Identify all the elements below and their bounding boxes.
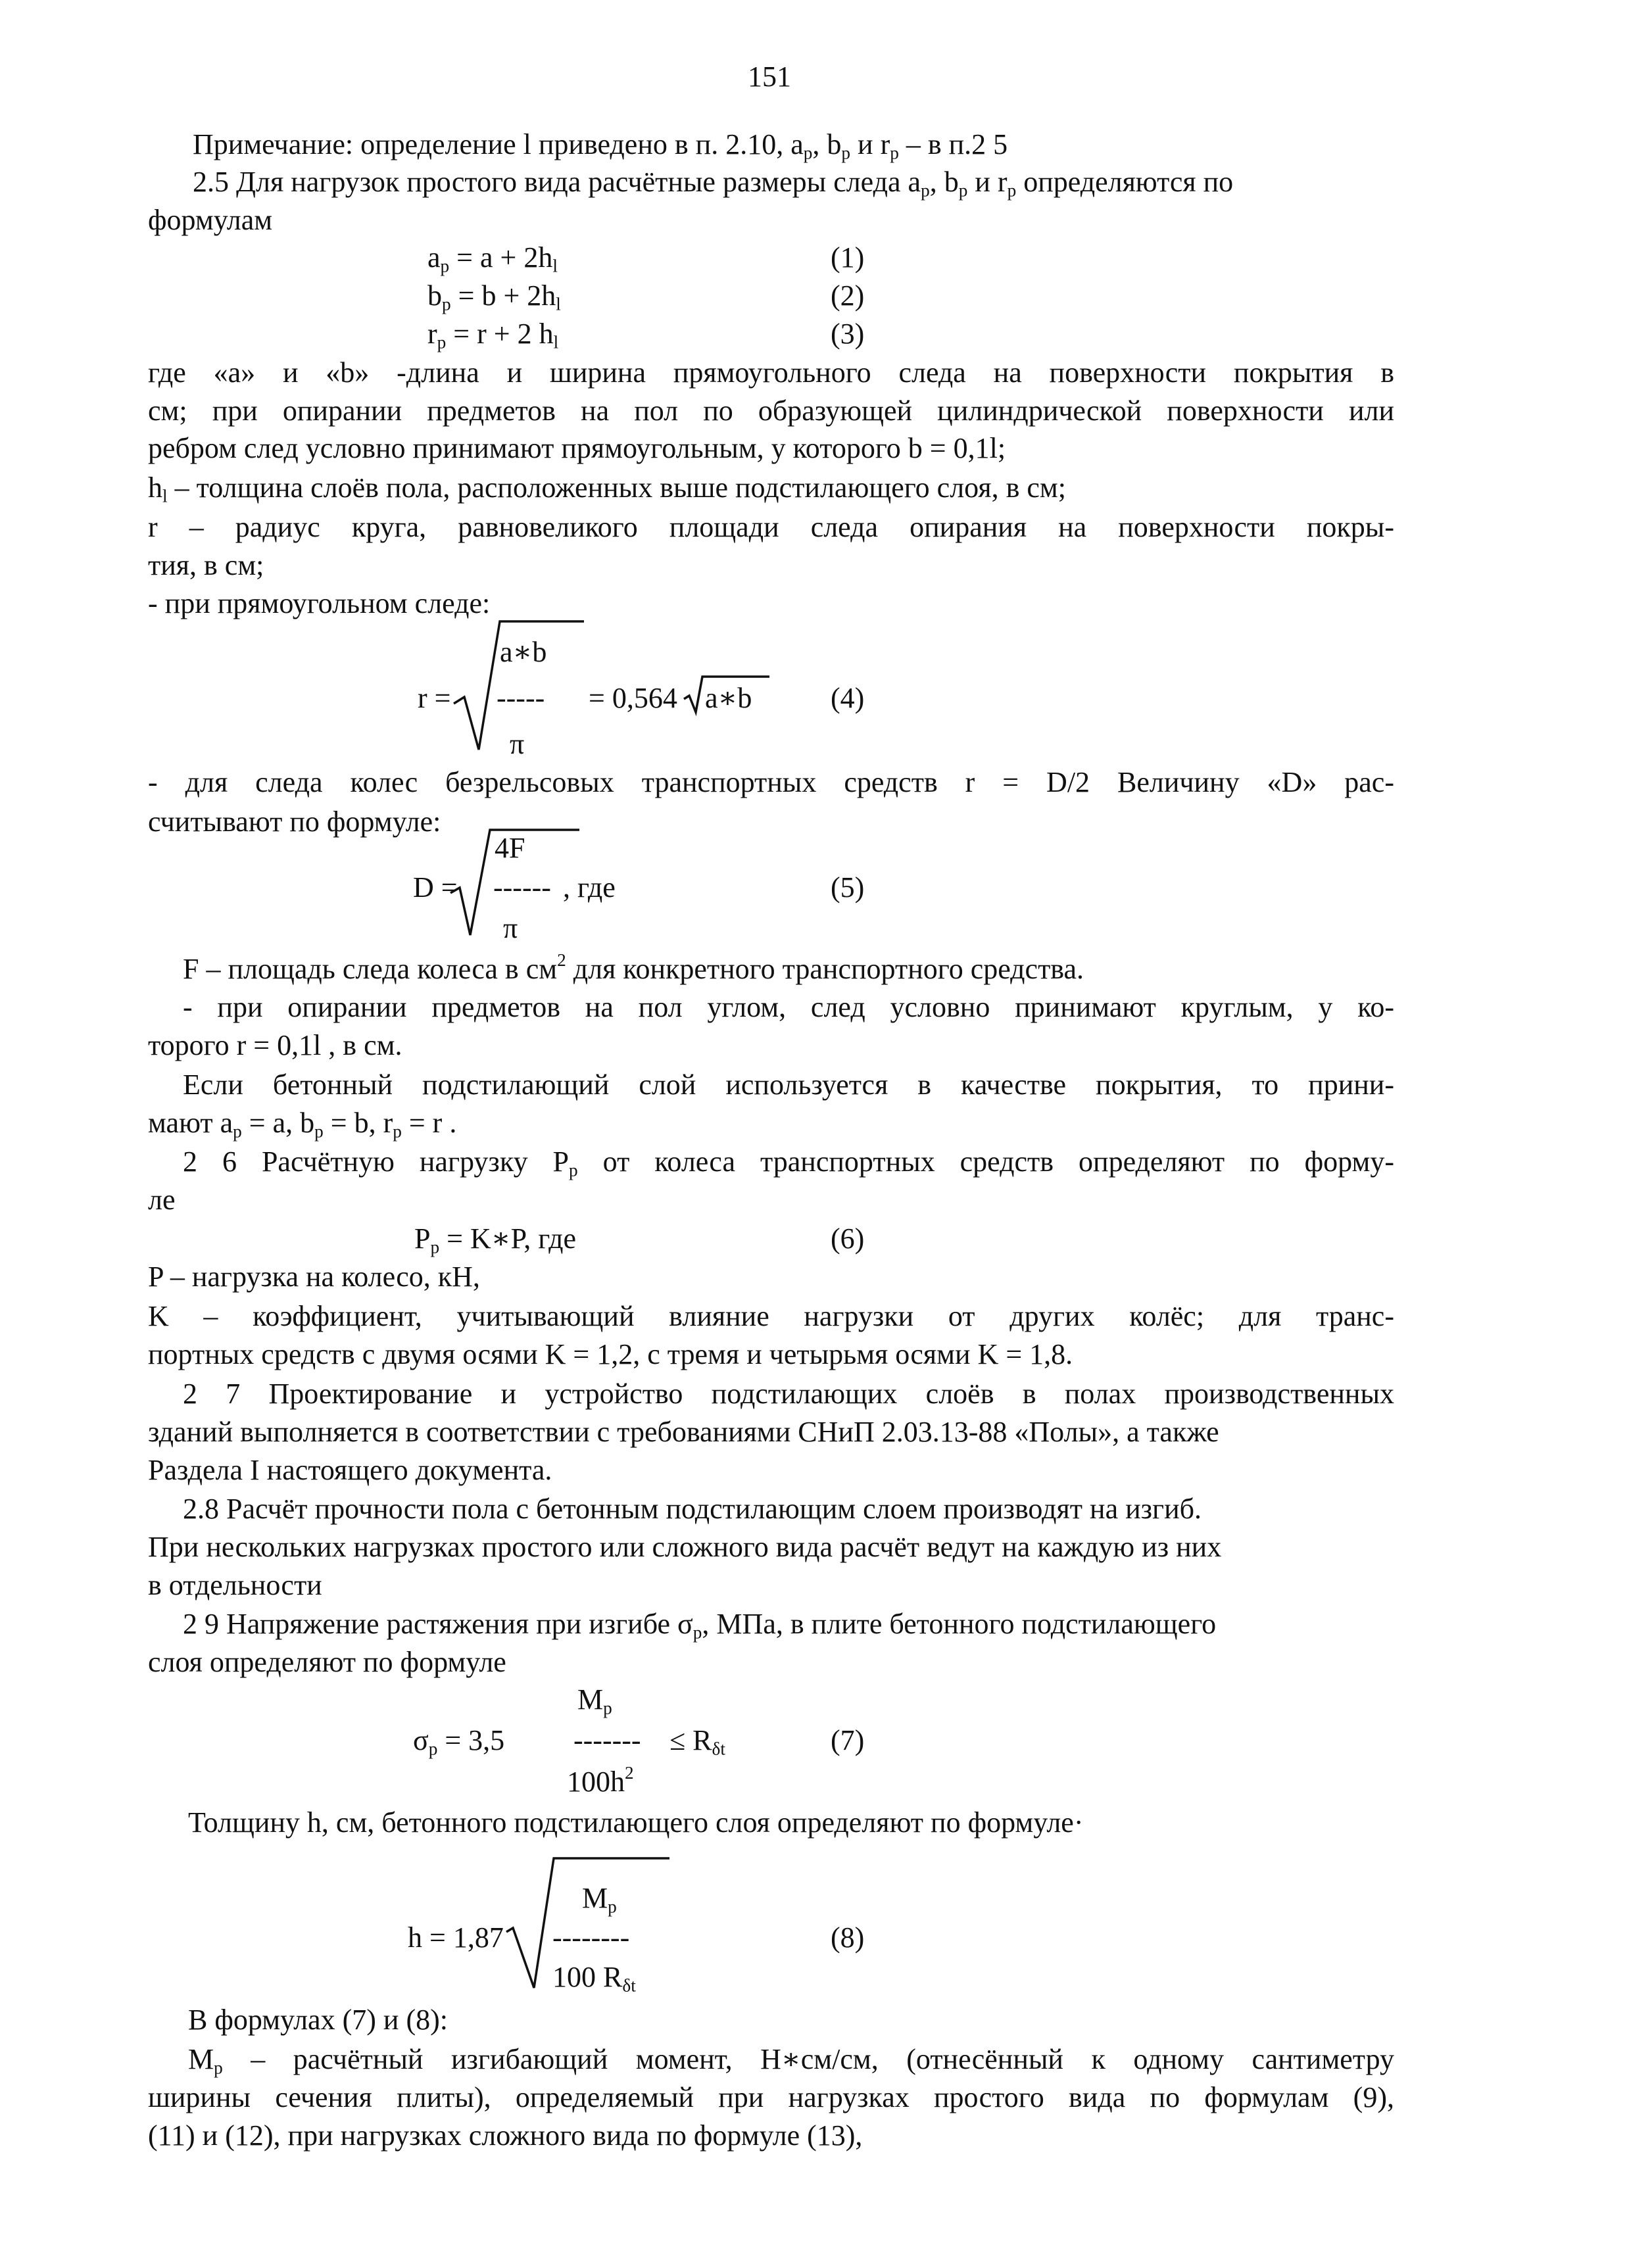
- concrete-line2: мают $a_p = a$, $b_p = b$, $r_p = r$ .: [148, 1107, 457, 1142]
- formula-2: $b_p = b + 2h_l$: [427, 279, 561, 314]
- angle-line1: - при опирании предметов на пол углом, след условно принимают круглым, у ко-: [183, 991, 1394, 1023]
- paragraph-2-6-line1: 2 6 Расчётную нагрузку $P_p$ от колеса транспортных средств определяют по форму-: [183, 1145, 1394, 1180]
- wheels-line1: - для следа колес безрельсовых транспортных средств r = D/2 Величину «D» рас-: [148, 766, 1394, 798]
- paragraph-2-6-line2: ле: [148, 1184, 176, 1216]
- paragraph-2-9-line1: 2 9 Напряжение растяжения при изгибе $\sigma_p$, МПа, в плите бетонного подстилающего: [183, 1608, 1217, 1643]
- rect-trace-label: - при прямоугольном следе:: [148, 587, 491, 619]
- formula-2-number: (2): [831, 279, 865, 312]
- r-definition-line1: r – радиус круга, равновеликого площади следа опирания на поверхности покры-: [148, 511, 1394, 543]
- formula-7-fraction-bar: -------: [573, 1724, 641, 1756]
- formula-4-denominator: π: [510, 728, 525, 760]
- wheels-line2: считывают по формуле:: [148, 806, 441, 838]
- p-definition: P – нагрузка на колесо, кН,: [148, 1261, 480, 1293]
- paragraph-2-7-line1: 2 7 Проектирование и устройство подстилающих слоёв в полах производственных: [183, 1378, 1394, 1410]
- where-line2: см; при опирании предметов на пол по образующей цилиндрической поверхности или: [148, 395, 1394, 427]
- formula-5-fraction-bar: ------: [493, 871, 551, 903]
- formula-5-number: (5): [831, 871, 865, 903]
- formula-7-denominator: $100h^2$: [567, 1762, 634, 1798]
- paragraph-2-5-line1: 2.5 Для нагрузок простого вида расчётные размеры следа $a_p$, $b_p$ и $r_p$ определяются по: [193, 166, 1234, 201]
- angle-line2: торого r = 0,1l , в см.: [148, 1029, 402, 1061]
- formula-7-inequality: ≤ $R_{\delta t}$: [669, 1724, 725, 1759]
- paragraph-2-9-line2: слоя определяют по формуле: [148, 1646, 506, 1678]
- formula-7-numerator: $M_p$: [577, 1683, 612, 1718]
- formulas-7-8-heading: В формулах (7) и (8):: [188, 2004, 448, 2036]
- r-definition-line2: тия, в см;: [148, 549, 264, 581]
- paragraph-2-8-line3: в отдельности: [148, 1569, 322, 1601]
- formula-6-number: (6): [831, 1222, 865, 1255]
- paragraph-2-8-line2: При нескольких нагрузках простого или сложного вида расчёт ведут на каждую из них: [148, 1531, 1222, 1563]
- formula-6: $P_p$ = K∗P, где: [414, 1222, 576, 1257]
- page-number: 151: [748, 60, 791, 93]
- formula-5-tail: , где: [563, 871, 616, 903]
- k-definition-line1: K – коэффициент, учитывающий влияние нагрузки от других колёс; для транс-: [148, 1300, 1394, 1332]
- formula-8-denominator: 100 $R_{\delta t}$: [552, 1961, 636, 1996]
- formula-5-lhs: D =: [413, 871, 458, 903]
- note-line: Примечание: определение l приведено в п. 2.10, $a_p$, $b_p$ и $r_p$ – в п.2 5: [193, 128, 1008, 163]
- concrete-line1: Если бетонный подстилающий слой используется в качестве покрытия, то прини-: [183, 1069, 1394, 1101]
- formula-4-mid: = 0,564: [589, 682, 677, 714]
- k-definition-line2: портных средств с двумя осями K = 1,2, с тремя и четырьмя осями K = 1,8.: [148, 1338, 1073, 1370]
- hl-definition: $h_l$ – толщина слоёв пола, расположенных выше подстилающего слоя, в см;: [148, 471, 1066, 506]
- m-definition-line1: $M_p$ – расчётный изгибающий момент, H∗см/см, (отнесённый к одному сантиметру: [188, 2043, 1394, 2078]
- formula-5-numerator: 4F: [495, 832, 525, 864]
- formula-5-denominator: π: [503, 912, 518, 944]
- formula-4-numerator: a∗b: [500, 636, 547, 668]
- thickness-text: Толщину h, см, бетонного подстилающего слоя определяют по формуле·: [188, 1806, 1084, 1839]
- where-line3: ребром след условно принимают прямоугольным, у которого b = 0,1l;: [148, 432, 1006, 464]
- paragraph-2-7-line3: Раздела I настоящего документа.: [148, 1454, 552, 1486]
- formula-1: $a_p = a + 2h_l$: [427, 241, 558, 276]
- formula-7-lhs: $\sigma_p = 3,5$: [413, 1724, 505, 1759]
- formula-8-number: (8): [831, 1921, 865, 1954]
- paragraph-2-5-line2: формулам: [148, 204, 273, 236]
- formula-4-number: (4): [831, 682, 865, 714]
- paragraph-2-8-line1: 2.8 Расчёт прочности пола с бетонным подстилающим слоем производят на изгиб.: [183, 1493, 1202, 1525]
- formula-3-number: (3): [831, 318, 865, 350]
- formula-3: $r_p = r + 2$ $h_l$: [427, 318, 559, 352]
- formula-4-radicand: a∗b: [705, 682, 752, 714]
- formula-4-lhs: r =: [418, 682, 451, 714]
- paragraph-2-7-line2: зданий выполняется в соответствии с требованиями СНиП 2.03.13-88 «Полы», а также: [148, 1416, 1219, 1448]
- f-definition: F – площадь следа колеса в $см^2$ для конкретного транспортного средства.: [183, 950, 1084, 985]
- formula-8-numerator: $M_p$: [582, 1882, 617, 1917]
- m-definition-line3: (11) и (12), при нагрузках сложного вида по формуле (13),: [148, 2119, 863, 2152]
- formula-1-number: (1): [831, 241, 865, 274]
- formula-8-fraction-bar: --------: [552, 1921, 630, 1954]
- m-definition-line2: ширины сечения плиты), определяемый при нагрузках простого вида по формулам (9),: [148, 2081, 1394, 2113]
- formula-8-lhs: h = 1,87: [408, 1921, 504, 1954]
- where-line1: где «a» и «b» -длина и ширина прямоугольного следа на поверхности покрытия в: [148, 356, 1394, 389]
- formula-4-fraction-bar: -----: [497, 682, 545, 714]
- formula-7-number: (7): [831, 1724, 865, 1756]
